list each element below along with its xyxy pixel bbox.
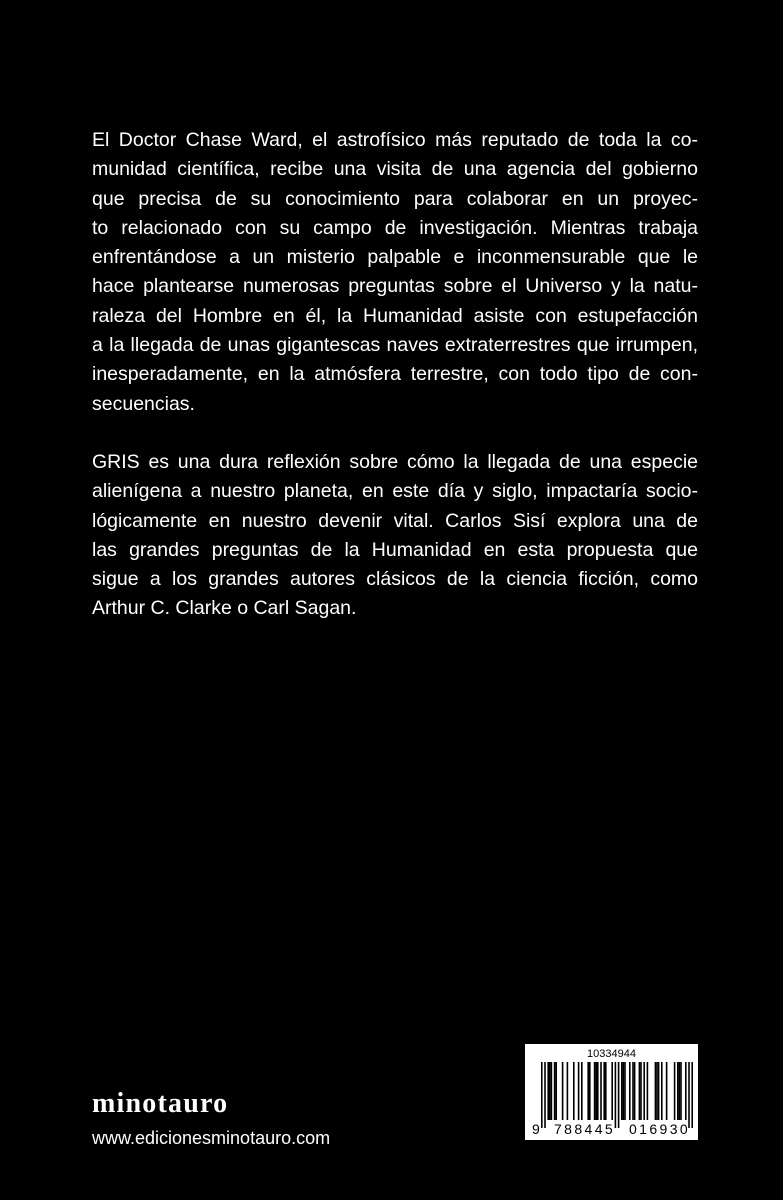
barcode-bar [643,1062,645,1120]
text-line: a la llegada de unas gigantescas naves extraterrestres que irrumpen, [92,334,698,357]
text-line: El Doctor Chase Ward, el astrofísico más reputado de toda la co- [92,129,698,151]
text-line: Arthur C. Clarke o Carl Sagan. [92,597,357,620]
text-line: secuencias. [92,392,195,415]
text-line: munidad científica, recibe una visita de una agencia del gobierno [92,158,698,181]
barcode-bar [680,1062,682,1120]
barcode-bar [549,1062,551,1120]
barcode-bar [688,1062,690,1128]
barcode-bar [551,1062,553,1120]
barcode-bar [691,1062,693,1128]
text-line: raleza del Hombre en él, la Humanidad asiste con estupefacción [92,304,698,327]
text-line: las grandes preguntas de la Humanidad en esta propuesta que [92,538,698,561]
barcode-bar [661,1062,663,1120]
text-line: lógicamente en nuestro devenir vital. Carlos Sisí explora una de [92,509,698,532]
barcode-bar [655,1062,657,1120]
barcode-digit-first: 9 [532,1121,540,1137]
barcode-bar [640,1062,642,1120]
barcode-bar [679,1062,681,1120]
barcode-bar [589,1062,591,1120]
barcode-bar [597,1062,599,1120]
barcode-bar [581,1062,583,1120]
paragraph-spacer [92,419,698,448]
barcode-bar [618,1062,620,1128]
publisher-website[interactable]: www.edicionesminotauro.com [92,1128,331,1148]
text-line: to relacionado con su campo de investigación. Mientras trabaja [92,216,698,239]
barcode-bar [624,1062,626,1120]
text-line: que precisa de su conocimiento para colaborar en un proyec- [92,187,698,210]
barcode-bar [562,1062,564,1120]
barcode-bar [544,1062,546,1128]
barcode-bar [656,1062,658,1120]
barcode-bar [621,1062,623,1120]
barcode-bar [639,1062,641,1120]
barcode-bar [647,1062,649,1120]
barcode-bar [677,1062,679,1120]
barcode-bar [554,1062,556,1120]
barcode-top-number: 10334944 [587,1048,636,1060]
barcode-bar [547,1062,549,1120]
barcode-bar [611,1062,613,1120]
text-line: sigue a los grandes autores clásicos de la ciencia ficción, como [92,568,698,591]
text-line: enfrentándose a un misterio palpable e inconmensurable que le [92,246,698,269]
synopsis-paragraph-1 [92,126,698,419]
barcode-bar [674,1062,676,1120]
barcode-bar [666,1062,668,1120]
text-line: hace plantearse numerosas preguntas sobre el Universo y la natu- [92,275,698,298]
barcode-bar [600,1062,602,1120]
text-line: inesperadamente, en la atmósfera terrestre, con todo tipo de con- [92,363,698,386]
barcode-bar [573,1062,575,1120]
barcode-bar [603,1062,605,1120]
barcode-bar [623,1062,625,1120]
barcode-bar [632,1062,634,1120]
publisher-block [92,1088,330,1150]
publisher-logo: minotauro [92,1088,229,1119]
barcode-bar [555,1062,557,1120]
barcode-bar [629,1062,631,1120]
barcode-bar [634,1062,636,1120]
barcode-bar [595,1062,597,1120]
barcode-digits-left: 788445 [554,1121,616,1137]
back-cover-synopsis [92,126,698,624]
barcode-bar [658,1062,660,1120]
synopsis-paragraph-2 [92,448,698,624]
barcode-bar [594,1062,596,1120]
text-line: alienígena a nuestro planeta, en este día y siglo, impactaría socio- [92,480,698,503]
barcode-bar [567,1062,569,1120]
barcode-bar [587,1062,589,1120]
barcode-bar [685,1062,687,1120]
text-line: GRIS es una dura reflexión sobre cómo la llegada de una especie [92,450,698,473]
barcode-bar [578,1062,580,1120]
barcode-bar [541,1062,543,1128]
isbn-barcode [525,1044,698,1140]
barcode-digits-right: 016930 [629,1121,691,1137]
barcode-bar [615,1062,617,1128]
barcode-bar [605,1062,607,1120]
